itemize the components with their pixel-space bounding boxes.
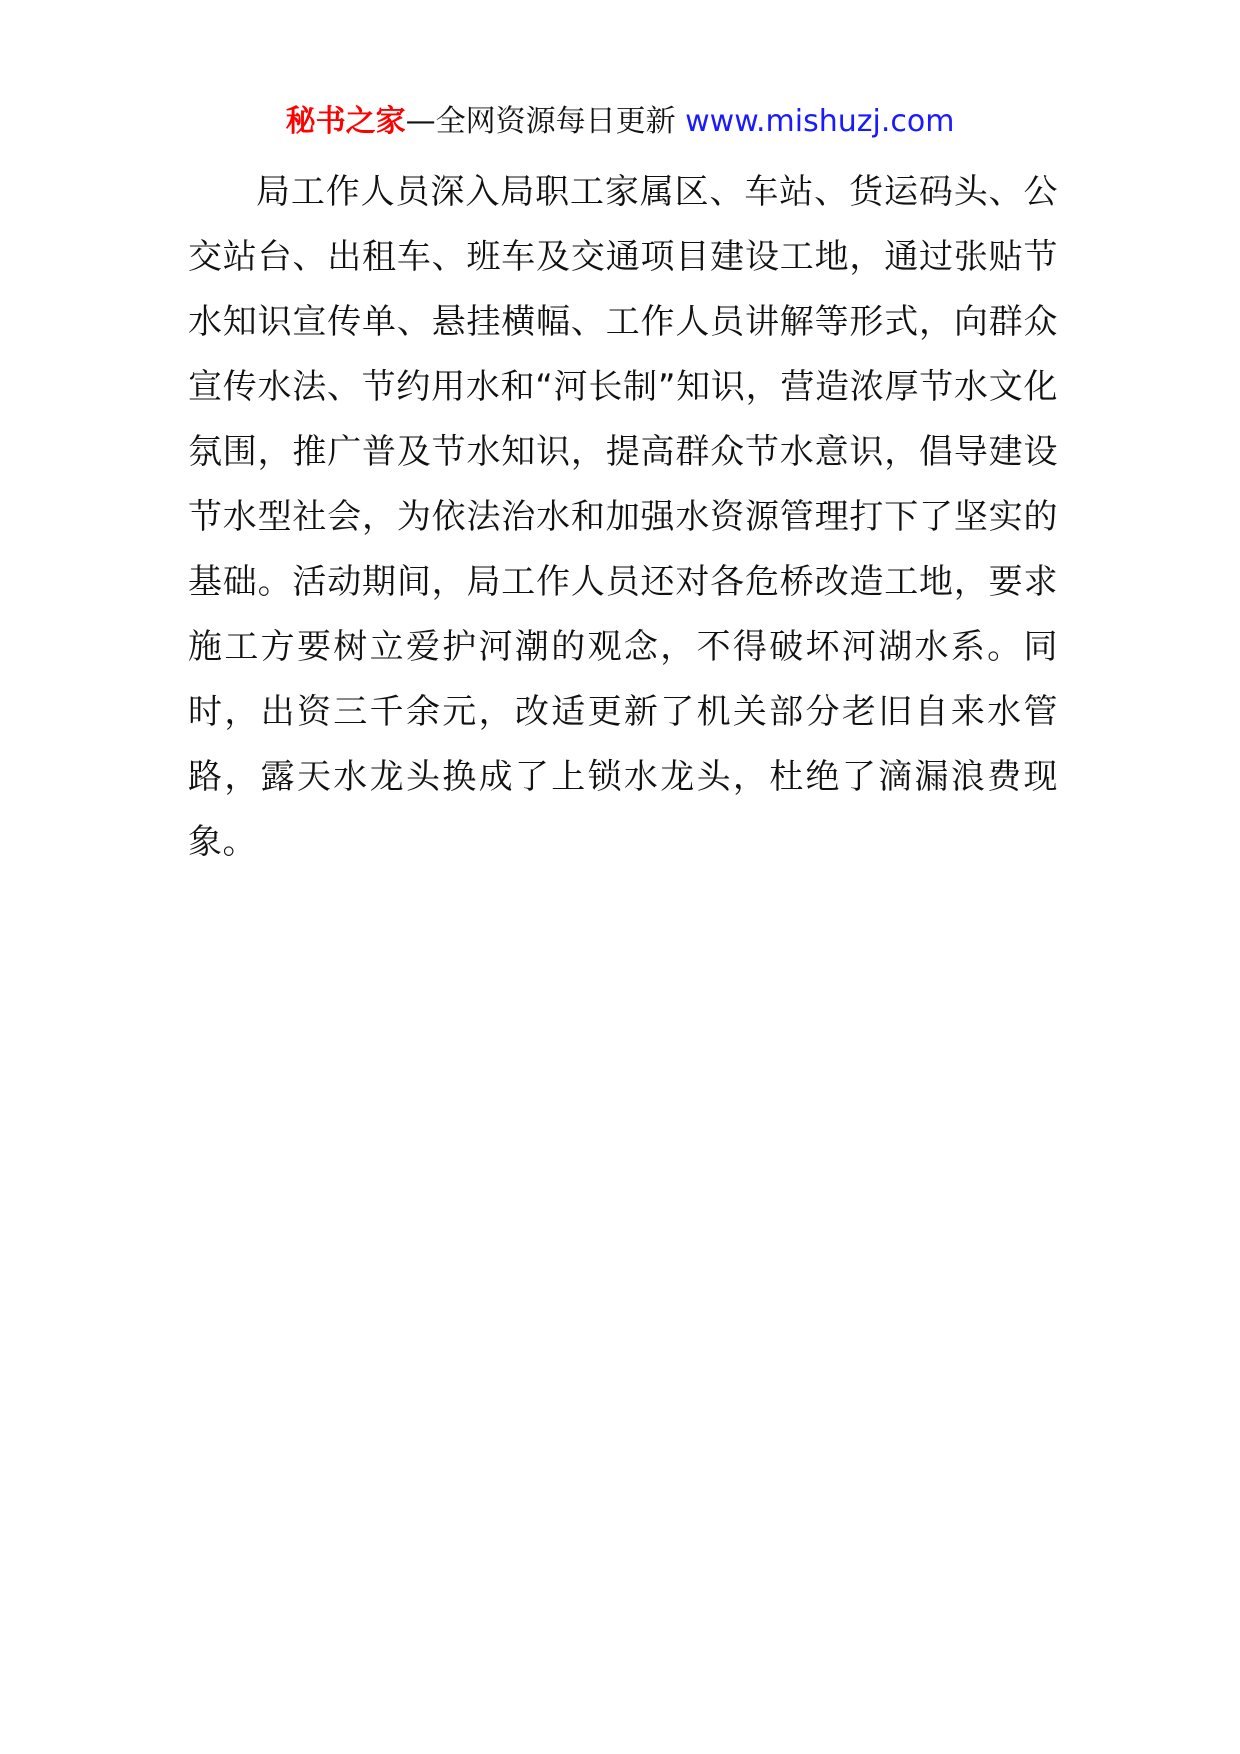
brand-name: 秘书之家 — [285, 104, 406, 139]
site-url-link[interactable]: www.mishuzj.com — [685, 104, 955, 139]
document-body — [188, 160, 1058, 875]
site-header — [0, 100, 1240, 144]
header-tagline: —全网资源每日更新 — [405, 104, 686, 139]
body-paragraph: 局工作人员深入局职工家属区、车站、货运码头、公交站台、出租车、班车及交通项目建设工地，通过张贴节水知识宣传单、悬挂横幅、工作人员讲解等形式，向群众宣传水法、节约用水和“河长制”知识，营造浓厚节水文化氛围，推广普及节水知识，提高群众节水意识，倡导建设节水型社会，为依法治水和加强水资源管理打下了坚实的基础。活动期间，局工作人员还对各危桥改造工地，要求施工方要树立爱护河潮的观念，不得破坏河湖水系。同时，出资三千余元，改适更新了机关部分老旧自来水管路，露天水龙头换成了上锁水龙头，杜绝了滴漏浪费现象。 — [188, 172, 1058, 862]
